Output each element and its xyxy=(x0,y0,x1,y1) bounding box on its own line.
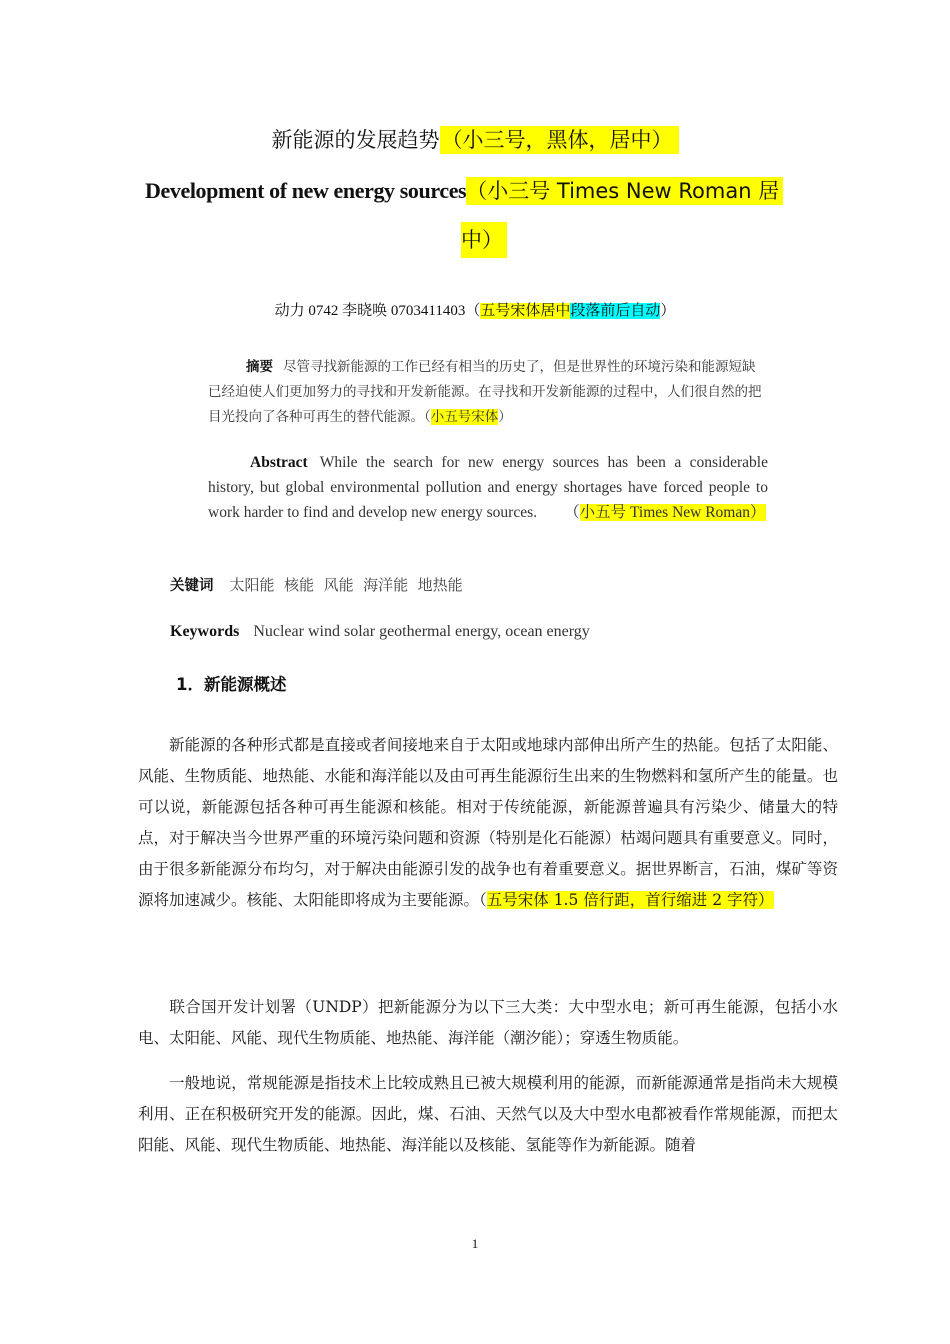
body-paragraph-1 xyxy=(138,730,838,916)
keywords-cn-label: 关键词 xyxy=(170,578,214,594)
abstract-cn-note-close: ） xyxy=(498,409,512,425)
paragraph-format-note: 五号宋体 1.5 倍行距，首行缩进 2 字符） xyxy=(486,891,774,909)
author-note-cyan: 段落前后自动 xyxy=(570,303,661,319)
page-number: 1 xyxy=(471,1236,479,1251)
paragraph-1-text: 新能源的各种形式都是直接或者间接地来自于太阳或地球内部伸出所产生的热能。包括了太阳能、风能、生物质能、地热能、水能和海洋能以及由可再生能源衍生出来的生物燃料和氢所产生的能量。也可以说，新能源包括各种可再生能源和核能。相对于传统能源，新能源普遍具有污染少、储量大的特点，对于解决当今世界严重的环境污染问题和资源（特别是化石能源）枯竭问题具有重要意义。同时，由于很多新能源分布均匀，对于解决由能源引发的战争也有着重要意义。据世界断言，石油，煤矿等资源将加速减少。核能、太阳能即将成为主要能源。（ xyxy=(138,736,838,909)
author-note-yellow: 五号宋体居中 xyxy=(480,303,571,319)
abstract-cn-note-open: （ xyxy=(424,409,431,425)
title-en-format-note-cont: 中） xyxy=(461,222,507,258)
title-cn xyxy=(0,122,950,158)
abstract-en-label: Abstract xyxy=(250,454,308,471)
section-heading: 1．新能源概述 xyxy=(176,675,287,694)
abstract-cn-label: 摘要 xyxy=(246,359,273,375)
body-paragraph-3 xyxy=(138,1068,838,1161)
author-line xyxy=(0,298,950,324)
keywords-en-label: Keywords xyxy=(170,623,240,640)
author-text: 动力 0742 李晓唤 0703411403（ xyxy=(274,303,481,319)
abstract-cn-format-note: 小五号宋体 xyxy=(430,409,499,425)
title-en-format-note: （小三号 Times New Roman 居 xyxy=(466,177,783,205)
abstract-cn xyxy=(208,355,768,430)
keywords-en xyxy=(170,619,590,645)
keywords-cn xyxy=(170,572,463,599)
title-cn-text: 新能源的发展趋势 xyxy=(271,128,440,152)
abstract-en xyxy=(208,450,768,525)
abstract-en-text: While the search for new energy sources has been a considerable history, but global environmental pollution and energy shortages have forced people to work harder to find and develop new energy sources. xyxy=(208,454,768,521)
body-paragraph-2 xyxy=(138,992,838,1054)
title-en-text: Development of new energy sources xyxy=(145,178,467,203)
abstract-en-note-open: （ xyxy=(564,504,580,521)
paragraph-2-text: 联合国开发计划署（UNDP）把新能源分为以下三大类：大中型水电；新可再生能源，包括小水电、太阳能、风能、现代生物质能、地热能、海洋能（潮汐能）；穿透生物质能。 xyxy=(138,998,838,1047)
paragraph-3-text: 一般地说，常规能源是指技术上比较成熟且已被大规模利用的能源，而新能源通常是指尚未大规模利用、正在积极研究开发的能源。因此，煤、石油、天然气以及大中型水电都被看作常规能源，而把太阳能、风能、现代生物质能、地热能、海洋能以及核能、氢能等作为新能源。随着 xyxy=(138,1074,838,1154)
abstract-cn-text: 尽管寻找新能源的工作已经有相当的历史了，但是世界性的环境污染和能源短缺已经迫使人们更加努力的寻找和开发新能源。在寻找和开发新能源的过程中，人们很自然的把目光投向了各种可再生的替代能源。 xyxy=(208,359,762,425)
title-en xyxy=(145,172,783,210)
keywords-cn-text: 太阳能 核能 风能 海洋能 地热能 xyxy=(229,576,463,594)
title-cn-format-note: （小三号，黑体，居中） xyxy=(440,126,679,154)
abstract-en-format-note: 小五号 Times New Roman） xyxy=(579,504,766,521)
author-note-close: ） xyxy=(660,303,676,319)
keywords-en-text: Nuclear wind solar geothermal energy, ocean energy xyxy=(253,623,590,640)
